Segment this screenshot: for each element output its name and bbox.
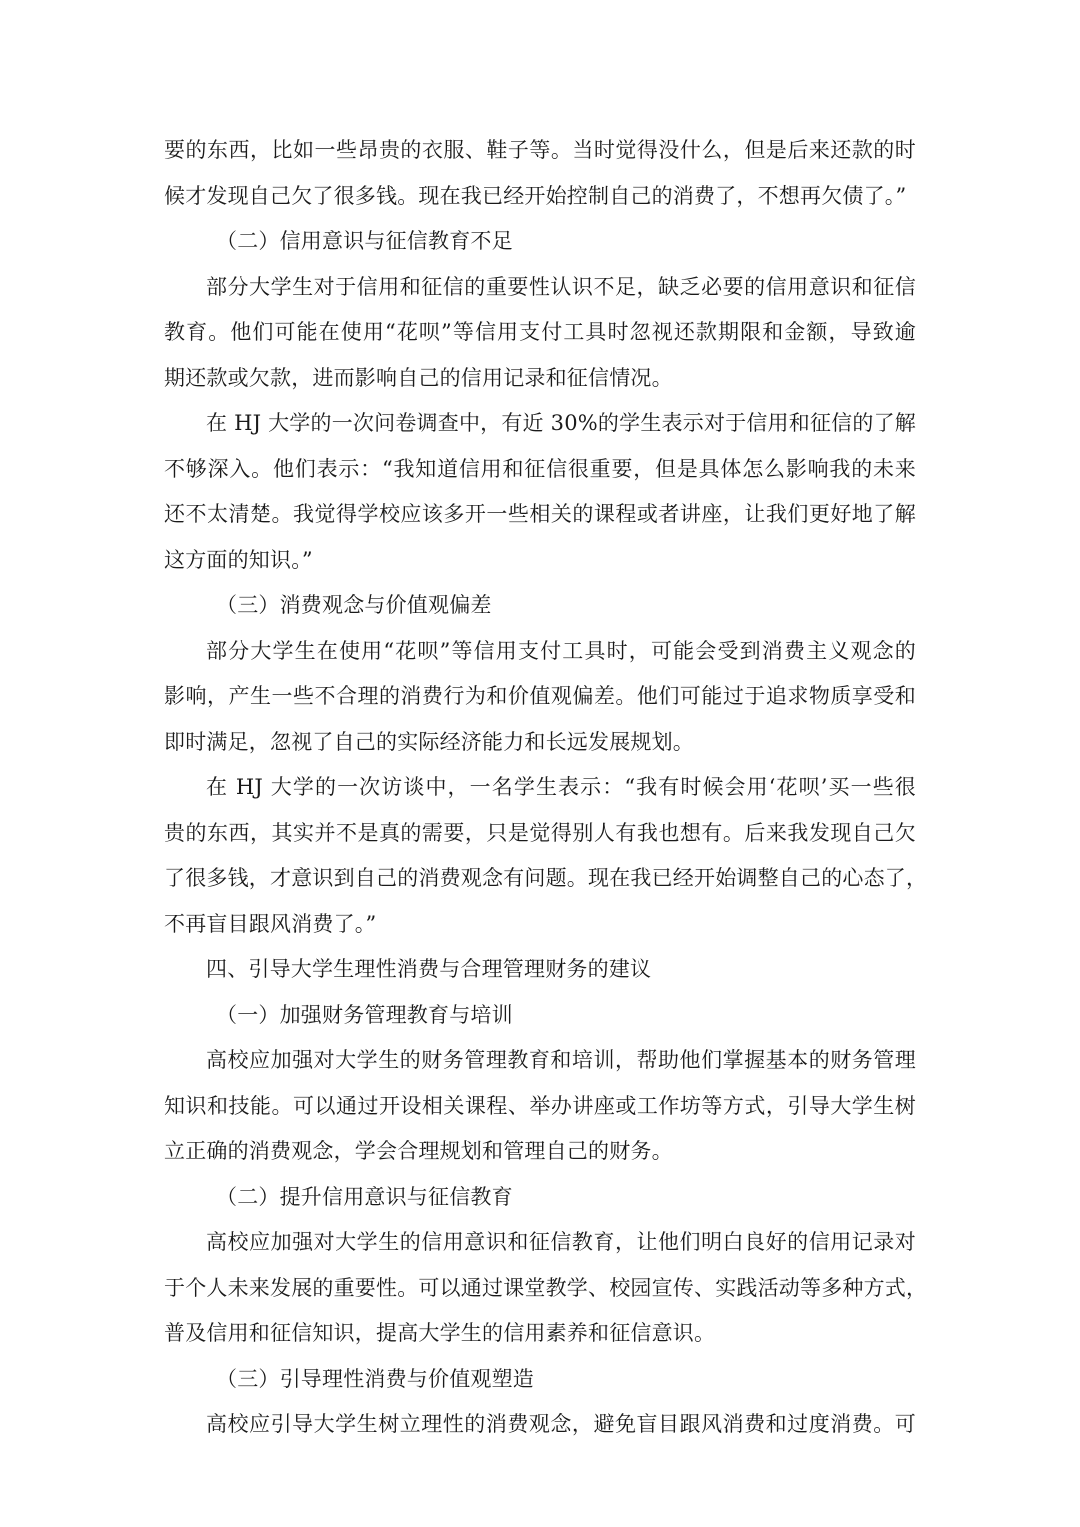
text-line: 知识和技能。可以通过开设相关课程、举办讲座或工作坊等方式，引导大学生树 [164,1093,916,1118]
text-line: 不够深入。他们表示：“我知道信用和征信很重要，但是具体怎么影响我的未来 [164,456,916,481]
subheading: （三）引导理性消费与价值观塑造 [216,1366,534,1391]
text-line: 这方面的知识。” [164,547,313,572]
subheading: （一）加强财务管理教育与培训 [216,1002,513,1027]
text-line: 教育。他们可能在使用“花呗”等信用支付工具时忽视还款期限和金额，导致逾 [164,320,916,344]
paragraph-first-line: 部分大学生对于信用和征信的重要性认识不足，缺乏必要的信用意识和征信 [206,274,916,299]
text-line: 影响，产生一些不合理的消费行为和价值观偏差。他们可能过于追求物质享受和 [164,684,916,708]
text-line: 即时满足，忽视了自己的实际经济能力和长远发展规划。 [164,729,694,754]
text-line: 普及信用和征信知识，提高大学生的信用素养和征信意识。 [164,1321,716,1345]
text-line: 于个人未来发展的重要性。可以通过课堂教学、校园宣传、实践活动等多种方式， [164,1275,928,1300]
text-line: 还不太清楚。我觉得学校应该多开一些相关的课程或者讲座，让我们更好地了解 [164,502,916,526]
paragraph-first-line: 在 HJ 大学的一次访谈中，一名学生表示：“我有时候会用‘花呗’买一些很 [206,775,916,799]
text-line: 要的东西，比如一些昂贵的衣服、鞋子等。当时觉得没什么，但是后来还款的时 [164,138,916,162]
paragraph-first-line: 部分大学生在使用“花呗”等信用支付工具时，可能会受到消费主义观念的 [206,638,916,663]
subheading: （二）提升信用意识与征信教育 [216,1184,513,1209]
text-line: 了很多钱，才意识到自己的消费观念有问题。现在我已经开始调整自己的心态了， [164,866,928,890]
paragraph-first-line: 高校应引导大学生树立理性的消费观念，避免盲目跟风消费和过度消费。可 [206,1412,916,1436]
text-line: 不再盲目跟风消费了。” [164,911,377,936]
subheading: （三）消费观念与价值观偏差 [216,593,492,617]
text-line: 贵的东西，其实并不是真的需要，只是觉得别人有我也想有。后来我发现自己欠 [164,820,916,845]
text-line: 期还款或欠款，进而影响自己的信用记录和征信情况。 [164,365,673,390]
subheading: （二）信用意识与征信教育不足 [216,229,513,253]
text-line: 候才发现自己欠了很多钱。现在我已经开始控制自己的消费了，不想再欠债了。” [164,183,907,208]
document-page [164,128,928,1448]
section-heading: 四、引导大学生理性消费与合理管理财务的建议 [206,957,652,981]
paragraph-first-line: 高校应加强对大学生的财务管理教育和培训，帮助他们掌握基本的财务管理 [206,1048,916,1072]
paragraph-first-line: 在 HJ 大学的一次问卷调查中，有近 30%的学生表示对于信用和征信的了解 [206,411,916,435]
text-line: 立正确的消费观念，学会合理规划和管理自己的财务。 [164,1139,673,1163]
paragraph-first-line: 高校应加强对大学生的信用意识和征信教育，让他们明白良好的信用记录对 [206,1230,916,1254]
